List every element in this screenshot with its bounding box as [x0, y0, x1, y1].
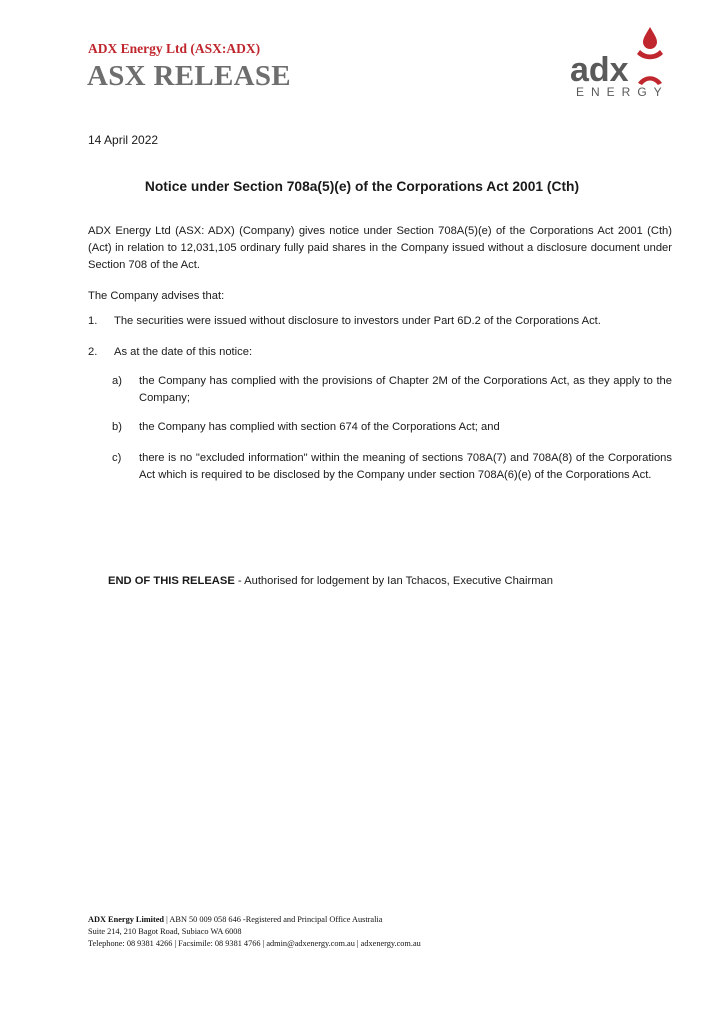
notice-title: Notice under Section 708a(5)(e) of the Corporations Act 2001 (Cth)	[144, 179, 580, 194]
footer-contacts: Telephone: 08 9381 4266 | Facsimile: 08 9381 4766 | admin@adxenergy.com.au | adxenergy.com.au	[88, 939, 421, 948]
logo-x-bottom-icon	[638, 76, 662, 85]
end-authorisation: - Authorised for lodgement by Ian Tchacos, Executive Chairman	[234, 575, 553, 587]
point-text: The securities were issued without disclosure to investors under Part 6D.2 of the Corporations Act.	[114, 315, 601, 327]
company-ticker: ADX Energy Ltd (ASX:ADX)	[88, 41, 261, 56]
footer	[88, 914, 421, 950]
subpoint-letter: a)	[112, 375, 122, 387]
subpoint-text: the Company has complied with the provisions of Chapter 2M of the Corporations Act, as they apply to the Company;	[139, 375, 672, 404]
subpoint-text: there is no "excluded information" within the meaning of sections 708A(7) and 708A(8) of the Corporations Act which is required to be disclosed by the Company under section 708A(6)(e) of the Corporations Act.	[139, 452, 672, 481]
adx-energy-logo	[566, 26, 676, 100]
point-number: 1.	[88, 315, 98, 327]
release-date: 14 April 2022	[88, 133, 159, 147]
point-text: As at the date of this notice:	[114, 346, 253, 358]
footer-abn: | ABN 50 009 058 646 -Registered and Principal Office Australia	[164, 915, 383, 924]
footer-address: Suite 214, 210 Bagot Road, Subiaco WA 6008	[88, 927, 242, 936]
end-bold: END OF THIS RELEASE	[108, 575, 235, 587]
subpoint-letter: b)	[112, 421, 122, 433]
advises-paragraph: The Company advises that:	[88, 290, 225, 302]
footer-company: ADX Energy Limited	[88, 915, 165, 924]
intro-paragraph: ADX Energy Ltd (ASX: ADX) (Company) gives notice under Section 708A(5)(e) of the Corporations Act 2001 (Cth) (Act) in relation to 12,031,105 ordinary fully paid shares in the Company issued without a disclosure document under Section 708 of the Act.	[88, 225, 672, 271]
release-label: ASX RELEASE	[87, 60, 291, 92]
logo-drop-icon	[643, 27, 657, 49]
logo-wordmark: adx	[570, 51, 629, 89]
end-of-release	[108, 575, 553, 587]
logo-subtitle: ENERGY	[576, 85, 669, 99]
subpoint-text: the Company has complied with section 674 of the Corporations Act; and	[139, 421, 500, 433]
logo-x-top-icon	[637, 50, 663, 59]
subpoint-letter: c)	[112, 452, 122, 464]
point-number: 2.	[88, 346, 98, 358]
